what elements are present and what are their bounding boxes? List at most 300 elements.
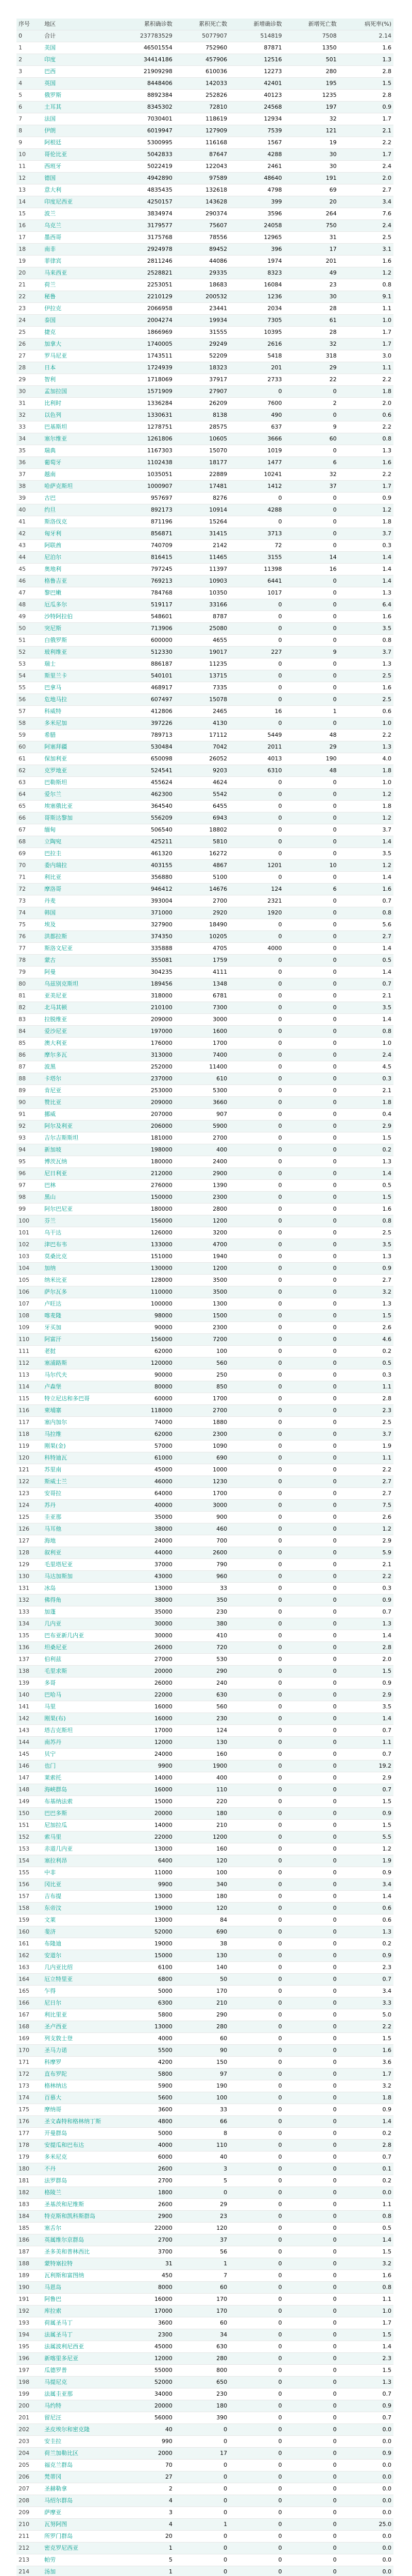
cell-cumulative-confirmed: 892173 bbox=[120, 504, 175, 516]
cell-region[interactable]: 阿根廷 bbox=[42, 137, 119, 149]
cell-region[interactable]: 巴布亚新几内亚 bbox=[42, 1630, 119, 1642]
cell-region[interactable]: 摩尔多瓦 bbox=[42, 1049, 119, 1061]
table-row bbox=[16, 1523, 393, 1535]
cell-region[interactable]: 阿鲁巴 bbox=[42, 2294, 119, 2306]
cell-index: 17 bbox=[16, 232, 42, 244]
cell-region[interactable]: 巴林 bbox=[42, 1180, 119, 1192]
cell-region[interactable]: 亚美尼亚 bbox=[42, 990, 119, 1002]
cell-region[interactable]: 乌干达 bbox=[42, 1227, 119, 1239]
cell-fatality-rate: 3.5 bbox=[339, 1002, 393, 1014]
cell-region[interactable]: 特克斯和凯科斯群岛 bbox=[42, 2211, 119, 2223]
cell-region[interactable]: 利比亚 bbox=[42, 872, 119, 884]
cell-region[interactable]: 加蓬 bbox=[42, 1606, 119, 1618]
cell-index: 27 bbox=[16, 350, 42, 362]
header-region[interactable]: 地区 bbox=[42, 19, 119, 30]
cell-cumulative-deaths: 118619 bbox=[175, 113, 229, 125]
cell-region[interactable]: 海峡群岛 bbox=[42, 1784, 119, 1796]
cell-region[interactable]: 博茨瓦纳 bbox=[42, 1156, 119, 1168]
table-row bbox=[16, 2128, 393, 2140]
cell-fatality-rate: 3.5 bbox=[339, 1701, 393, 1713]
cell-region[interactable]: 危地马拉 bbox=[42, 694, 119, 706]
cell-region[interactable]: 黑山 bbox=[42, 1192, 119, 1204]
cell-region[interactable]: 爱尔兰 bbox=[42, 789, 119, 801]
cell-region[interactable]: 新喀里多尼亚 bbox=[42, 2353, 119, 2365]
cell-region[interactable]: 纳米比亚 bbox=[42, 1275, 119, 1286]
cell-region[interactable]: 保加利亚 bbox=[42, 753, 119, 765]
cell-index: 142 bbox=[16, 1713, 42, 1725]
cell-region[interactable]: 多米尼加 bbox=[42, 718, 119, 730]
cell-fatality-rate: 1.4 bbox=[339, 836, 393, 848]
cell-new-confirmed: 0 bbox=[229, 682, 284, 694]
cell-region[interactable]: 法属圭亚那 bbox=[42, 2388, 119, 2400]
table-row bbox=[16, 208, 393, 220]
cell-index: 107 bbox=[16, 1298, 42, 1310]
cell-region[interactable]: 瓜德罗普 bbox=[42, 2365, 119, 2377]
cell-region[interactable]: 文莱 bbox=[42, 1914, 119, 1926]
cell-region[interactable]: 卢森堡 bbox=[42, 1381, 119, 1393]
cell-region[interactable]: 刚果(金) bbox=[42, 1440, 119, 1452]
cell-region[interactable]: 毛里求斯 bbox=[42, 1666, 119, 1677]
cell-region[interactable]: 厄瓜多尔 bbox=[42, 599, 119, 611]
cell-fatality-rate: 2.2 bbox=[339, 469, 393, 481]
cell-region[interactable]: 合计 bbox=[42, 30, 119, 42]
cell-region[interactable]: 智利 bbox=[42, 374, 119, 386]
cell-region[interactable]: 吉布提 bbox=[42, 1891, 119, 1903]
cell-region[interactable]: 斯威士兰 bbox=[42, 1476, 119, 1488]
cell-region[interactable]: 白俄罗斯 bbox=[42, 635, 119, 647]
cell-region[interactable]: 苏里南 bbox=[42, 1464, 119, 1476]
cell-index: 14 bbox=[16, 196, 42, 208]
cell-region[interactable]: 法属波利尼西亚 bbox=[42, 2341, 119, 2353]
cell-region[interactable]: 法属圣马丁 bbox=[42, 2329, 119, 2341]
cell-region[interactable]: 英属维尔京群岛 bbox=[42, 2234, 119, 2246]
table-row bbox=[16, 516, 393, 528]
header-new-confirmed[interactable]: 新增确诊数 bbox=[229, 19, 284, 30]
cell-region[interactable]: 赞比亚 bbox=[42, 1097, 119, 1109]
cell-fatality-rate: 1.5 bbox=[339, 1192, 393, 1204]
cell-region[interactable]: 爱沙尼亚 bbox=[42, 1026, 119, 1038]
cell-region[interactable]: 安道尔 bbox=[42, 1950, 119, 1962]
header-index[interactable]: 序号 bbox=[16, 19, 42, 30]
cell-region[interactable]: 哥斯达黎加 bbox=[42, 812, 119, 824]
cell-region[interactable]: 印度尼西亚 bbox=[42, 196, 119, 208]
cell-new-confirmed: 0 bbox=[229, 1393, 284, 1405]
cell-region[interactable]: 圣文森特和格林纳丁斯 bbox=[42, 2116, 119, 2128]
table-row bbox=[16, 410, 393, 421]
cell-region[interactable]: 比利时 bbox=[42, 398, 119, 410]
cell-region[interactable]: 丹麦 bbox=[42, 895, 119, 907]
cell-region[interactable]: 蒙特塞拉特 bbox=[42, 2258, 119, 2270]
cell-region[interactable]: 哥伦比亚 bbox=[42, 149, 119, 161]
table-row bbox=[16, 2223, 393, 2234]
table-row-total bbox=[16, 30, 393, 42]
cell-region[interactable]: 牙买加 bbox=[42, 1322, 119, 1334]
cell-region[interactable]: 法国 bbox=[42, 113, 119, 125]
cell-region[interactable]: 阿富汗 bbox=[42, 1334, 119, 1346]
cell-region[interactable]: 埃及 bbox=[42, 919, 119, 931]
cell-region[interactable]: 塞内加尔 bbox=[42, 1417, 119, 1429]
cell-region[interactable]: 伊拉克 bbox=[42, 303, 119, 315]
cell-region[interactable]: 巴拿马 bbox=[42, 682, 119, 694]
cell-region[interactable]: 罗马尼亚 bbox=[42, 350, 119, 362]
cell-region[interactable]: 马拉维 bbox=[42, 1429, 119, 1440]
cell-region[interactable]: 马约特 bbox=[42, 2400, 119, 2412]
cell-region[interactable]: 福克兰群岛 bbox=[42, 2460, 119, 2471]
cell-region[interactable]: 黎巴嫩 bbox=[42, 587, 119, 599]
cell-region[interactable]: 格林纳达 bbox=[42, 2080, 119, 2092]
cell-fatality-rate: 0.8 bbox=[339, 433, 393, 445]
cell-region[interactable]: 玻利维亚 bbox=[42, 647, 119, 658]
cell-index: 11 bbox=[16, 161, 42, 173]
cell-cumulative-deaths: 6943 bbox=[175, 812, 229, 824]
cell-cumulative-confirmed: 180000 bbox=[120, 1204, 175, 1215]
cell-region[interactable]: 梵蒂冈 bbox=[42, 2471, 119, 2483]
cell-cumulative-confirmed: 8000 bbox=[120, 2282, 175, 2294]
cell-region[interactable]: 加拿大 bbox=[42, 338, 119, 350]
cell-region[interactable]: 俄罗斯 bbox=[42, 90, 119, 101]
cell-region[interactable]: 希腊 bbox=[42, 730, 119, 741]
cell-region[interactable]: 瑞士 bbox=[42, 658, 119, 670]
cell-region[interactable]: 沙特阿拉伯 bbox=[42, 611, 119, 623]
cell-region[interactable]: 缅甸 bbox=[42, 824, 119, 836]
cell-region[interactable]: 圣马力诺 bbox=[42, 2045, 119, 2057]
cell-region[interactable]: 马尔代夫 bbox=[42, 1369, 119, 1381]
cell-region[interactable]: 塞浦路斯 bbox=[42, 1358, 119, 1369]
cell-region[interactable]: 泰国 bbox=[42, 315, 119, 327]
cell-region[interactable]: 孟加拉国 bbox=[42, 386, 119, 398]
cell-region[interactable]: 百慕大 bbox=[42, 2092, 119, 2104]
cell-region[interactable]: 洪都拉斯 bbox=[42, 931, 119, 943]
cell-region[interactable]: 萨摩亚 bbox=[42, 2507, 119, 2519]
cell-region[interactable]: 厄立特里亚 bbox=[42, 1974, 119, 1986]
cell-new-confirmed: 8323 bbox=[229, 267, 284, 279]
cell-cumulative-confirmed: 61000 bbox=[120, 1452, 175, 1464]
cell-region[interactable]: 英国 bbox=[42, 78, 119, 90]
cell-region[interactable]: 巴巴多斯 bbox=[42, 1808, 119, 1820]
cell-cumulative-deaths: 7335 bbox=[175, 682, 229, 694]
cell-region[interactable]: 奥地利 bbox=[42, 564, 119, 575]
cell-region[interactable]: 卡塔尔 bbox=[42, 1073, 119, 1085]
cell-region[interactable]: 斐济 bbox=[42, 1926, 119, 1938]
cell-region[interactable]: 荷兰 bbox=[42, 279, 119, 291]
header-fatality-rate[interactable]: 病死率(%) bbox=[339, 19, 393, 30]
cell-new-deaths: 0 bbox=[284, 623, 338, 635]
cell-region[interactable]: 南苏丹 bbox=[42, 1737, 119, 1749]
cell-region[interactable]: 布基纳法索 bbox=[42, 1796, 119, 1808]
cell-index: 24 bbox=[16, 315, 42, 327]
cell-region[interactable]: 瑞典 bbox=[42, 445, 119, 457]
cell-region[interactable]: 挪威 bbox=[42, 1109, 119, 1121]
cell-region[interactable]: 老挝 bbox=[42, 1346, 119, 1358]
cell-region[interactable]: 马达加斯加 bbox=[42, 1571, 119, 1583]
cell-region[interactable]: 列支敦士登 bbox=[42, 2033, 119, 2045]
cell-region[interactable]: 柬埔寨 bbox=[42, 1405, 119, 1417]
cell-region[interactable]: 墨西哥 bbox=[42, 232, 119, 244]
cell-region[interactable]: 索马里 bbox=[42, 1832, 119, 1843]
cell-region[interactable]: 也门 bbox=[42, 1760, 119, 1772]
cell-region[interactable]: 安提瓜和巴布达 bbox=[42, 2140, 119, 2151]
cell-region[interactable]: 尼泊尔 bbox=[42, 552, 119, 564]
cell-region[interactable]: 密克罗尼西亚 bbox=[42, 2543, 119, 2554]
table-row bbox=[16, 2460, 393, 2471]
cell-region[interactable]: 格鲁吉亚 bbox=[42, 575, 119, 587]
cell-region[interactable]: 荷属圣马丁 bbox=[42, 2317, 119, 2329]
cell-index: 36 bbox=[16, 457, 42, 469]
cell-region[interactable]: 冈比亚 bbox=[42, 1879, 119, 1891]
cell-region[interactable]: 苏丹 bbox=[42, 1500, 119, 1512]
cell-region[interactable]: 阿尔巴尼亚 bbox=[42, 1204, 119, 1215]
cell-region[interactable]: 库拉索 bbox=[42, 2306, 119, 2317]
cell-new-confirmed: 0 bbox=[229, 1180, 284, 1192]
cell-region[interactable]: 荷兰加勒比区 bbox=[42, 2448, 119, 2460]
cell-region[interactable]: 卢旺达 bbox=[42, 1298, 119, 1310]
cell-region[interactable]: 乌兹别克斯坦 bbox=[42, 978, 119, 990]
cell-fatality-rate: 1.3 bbox=[339, 1298, 393, 1310]
cell-region[interactable]: 匈牙利 bbox=[42, 528, 119, 540]
cell-region[interactable]: 莫桑比克 bbox=[42, 1251, 119, 1263]
cell-new-confirmed: 0 bbox=[229, 2223, 284, 2234]
cell-region[interactable]: 意大利 bbox=[42, 184, 119, 196]
cell-region[interactable]: 波兰 bbox=[42, 208, 119, 220]
cell-region[interactable]: 科特迪瓦 bbox=[42, 1452, 119, 1464]
cell-region[interactable]: 南非 bbox=[42, 244, 119, 256]
cell-region[interactable]: 科摩罗 bbox=[42, 2057, 119, 2069]
cell-index: 152 bbox=[16, 1832, 42, 1843]
cell-region[interactable]: 马恩岛 bbox=[42, 2282, 119, 2294]
cell-region[interactable]: 莱索托 bbox=[42, 1772, 119, 1784]
cell-region[interactable]: 多哥 bbox=[42, 1677, 119, 1689]
cell-region[interactable]: 塔吉克斯坦 bbox=[42, 1725, 119, 1737]
cell-region[interactable]: 马绍尔群岛 bbox=[42, 2495, 119, 2507]
cell-region[interactable]: 中非 bbox=[42, 1867, 119, 1879]
cell-region[interactable]: 留尼汪 bbox=[42, 2412, 119, 2424]
cell-index: 1 bbox=[16, 42, 42, 54]
cell-region[interactable]: 多米尼克 bbox=[42, 2151, 119, 2163]
cell-cumulative-deaths: 0 bbox=[175, 2495, 229, 2507]
cell-new-deaths: 0 bbox=[284, 1227, 338, 1239]
header-row bbox=[16, 19, 393, 30]
cell-region[interactable]: 阿塞拜疆 bbox=[42, 741, 119, 753]
table-row bbox=[16, 1571, 393, 1583]
cell-region[interactable]: 布隆迪 bbox=[42, 1938, 119, 1950]
cell-region[interactable]: 西班牙 bbox=[42, 161, 119, 173]
cell-region[interactable]: 新加坡 bbox=[42, 1144, 119, 1156]
cell-region[interactable]: 津巴布韦 bbox=[42, 1239, 119, 1251]
cell-new-confirmed: 1019 bbox=[229, 445, 284, 457]
cell-region[interactable]: 吉尔吉斯斯坦 bbox=[42, 1132, 119, 1144]
cell-fatality-rate: 1.3 bbox=[339, 2377, 393, 2388]
cell-fatality-rate: 0.7 bbox=[339, 2412, 393, 2424]
cell-region[interactable]: 尼日利亚 bbox=[42, 1168, 119, 1180]
cell-region[interactable]: 伊朗 bbox=[42, 125, 119, 137]
header-cumulative-deaths[interactable]: 累积死亡数 bbox=[175, 19, 229, 30]
cell-new-confirmed: 24568 bbox=[229, 101, 284, 113]
cell-region[interactable]: 蒙古 bbox=[42, 955, 119, 967]
cell-region[interactable]: 圭亚那 bbox=[42, 1512, 119, 1523]
cell-new-confirmed: 0 bbox=[229, 2424, 284, 2436]
cell-region[interactable]: 直布罗陀 bbox=[42, 2069, 119, 2080]
cell-region[interactable]: 乍得 bbox=[42, 1986, 119, 1997]
cell-region[interactable]: 波黑 bbox=[42, 1061, 119, 1073]
cell-region[interactable]: 日本 bbox=[42, 362, 119, 374]
cell-region[interactable]: 巴西 bbox=[42, 66, 119, 78]
cell-region[interactable]: 斯里兰卡 bbox=[42, 670, 119, 682]
cell-index: 137 bbox=[16, 1654, 42, 1666]
cell-region[interactable]: 塞尔维亚 bbox=[42, 433, 119, 445]
cell-new-confirmed: 42401 bbox=[229, 78, 284, 90]
cell-region[interactable]: 刚果(布) bbox=[42, 1713, 119, 1725]
cell-region[interactable]: 葡萄牙 bbox=[42, 457, 119, 469]
cell-cumulative-deaths: 560 bbox=[175, 1701, 229, 1713]
cell-region[interactable]: 尼日尔 bbox=[42, 1997, 119, 2009]
cell-region[interactable]: 坦桑尼亚 bbox=[42, 1642, 119, 1654]
cell-region[interactable]: 德国 bbox=[42, 173, 119, 184]
cell-region[interactable]: 东帝汶 bbox=[42, 1903, 119, 1914]
cell-region[interactable]: 塞舌尔 bbox=[42, 2223, 119, 2234]
cell-cumulative-confirmed: 13000 bbox=[120, 1843, 175, 1855]
cell-region[interactable]: 瓦利斯和富图纳 bbox=[42, 2270, 119, 2282]
cell-region[interactable]: 阿曼 bbox=[42, 967, 119, 978]
cell-region[interactable]: 塞拉利昂 bbox=[42, 1855, 119, 1867]
cell-region[interactable]: 汤加 bbox=[42, 2566, 119, 2576]
cell-new-confirmed: 1477 bbox=[229, 457, 284, 469]
cell-region[interactable]: 约旦 bbox=[42, 504, 119, 516]
cell-region[interactable]: 毛里塔尼亚 bbox=[42, 1559, 119, 1571]
cell-region[interactable]: 瓦努阿图 bbox=[42, 2519, 119, 2531]
cell-index: 59 bbox=[16, 730, 42, 741]
cell-region[interactable]: 海地 bbox=[42, 1535, 119, 1547]
cell-new-deaths: 0 bbox=[284, 2199, 338, 2211]
cell-region[interactable]: 芬兰 bbox=[42, 1215, 119, 1227]
cell-region[interactable]: 土耳其 bbox=[42, 101, 119, 113]
cell-region[interactable]: 贝宁 bbox=[42, 1749, 119, 1760]
cell-region[interactable]: 肯尼亚 bbox=[42, 1085, 119, 1097]
cell-new-confirmed: 0 bbox=[229, 611, 284, 623]
cell-region[interactable]: 开曼群岛 bbox=[42, 2128, 119, 2140]
cell-cumulative-deaths: 110 bbox=[175, 1784, 229, 1796]
cell-region[interactable]: 哈萨克斯坦 bbox=[42, 481, 119, 493]
cell-region[interactable]: 秘鲁 bbox=[42, 291, 119, 303]
header-cumulative-confirmed[interactable]: 累积确诊数 bbox=[120, 19, 175, 30]
cell-region[interactable]: 圣多美和普林西比 bbox=[42, 2246, 119, 2258]
cell-region[interactable]: 安哥拉 bbox=[42, 1488, 119, 1500]
cell-new-deaths: 0 bbox=[284, 1547, 338, 1559]
cell-new-confirmed: 0 bbox=[229, 1369, 284, 1381]
cell-fatality-rate: 0.0 bbox=[339, 2436, 393, 2448]
cell-region[interactable]: 委内瑞拉 bbox=[42, 860, 119, 872]
cell-region[interactable]: 特立尼达和多巴哥 bbox=[42, 1393, 119, 1405]
cell-region[interactable]: 几内亚 bbox=[42, 1618, 119, 1630]
cell-region[interactable]: 尼加拉瓜 bbox=[42, 1820, 119, 1832]
cell-region[interactable]: 不丹 bbox=[42, 2163, 119, 2175]
cell-new-confirmed: 0 bbox=[229, 516, 284, 528]
cell-region[interactable]: 菲律宾 bbox=[42, 256, 119, 267]
cell-region[interactable]: 格陵兰 bbox=[42, 2187, 119, 2199]
cell-region[interactable]: 摩纳哥 bbox=[42, 2104, 119, 2116]
table-row bbox=[16, 1891, 393, 1903]
cell-region[interactable]: 马来西亚 bbox=[42, 267, 119, 279]
cell-region[interactable]: 印度 bbox=[42, 54, 119, 66]
cell-region[interactable]: 喀麦隆 bbox=[42, 1310, 119, 1322]
cell-region[interactable]: 北马其顿 bbox=[42, 1002, 119, 1014]
cell-region[interactable]: 圣皮埃尔和密克隆 bbox=[42, 2424, 119, 2436]
cell-region[interactable]: 帕劳 bbox=[42, 2554, 119, 2566]
cell-region[interactable]: 美国 bbox=[42, 42, 119, 54]
cell-fatality-rate: 0.5 bbox=[339, 1180, 393, 1192]
cell-region[interactable]: 安圭拉 bbox=[42, 2436, 119, 2448]
cell-new-deaths: 0 bbox=[284, 2554, 338, 2566]
cell-cumulative-confirmed: 237783529 bbox=[120, 30, 175, 42]
cell-region[interactable]: 巴拉圭 bbox=[42, 848, 119, 860]
cell-cumulative-confirmed: 990 bbox=[120, 2436, 175, 2448]
cell-cumulative-confirmed: 30000 bbox=[120, 1618, 175, 1630]
cell-region[interactable]: 克罗地亚 bbox=[42, 765, 119, 777]
cell-region[interactable]: 韩国 bbox=[42, 907, 119, 919]
cell-region[interactable]: 摩洛哥 bbox=[42, 884, 119, 895]
cell-region[interactable]: 萨尔瓦多 bbox=[42, 1286, 119, 1298]
cell-region[interactable]: 伯利兹 bbox=[42, 1654, 119, 1666]
cell-region[interactable]: 马耳他 bbox=[42, 1523, 119, 1535]
cell-region[interactable]: 佛得角 bbox=[42, 1595, 119, 1606]
cell-region[interactable]: 赤道几内亚 bbox=[42, 1843, 119, 1855]
cell-region[interactable]: 科威特 bbox=[42, 706, 119, 718]
cell-region[interactable]: 法罗群岛 bbox=[42, 2175, 119, 2187]
cell-region[interactable]: 古巴 bbox=[42, 493, 119, 504]
cell-cumulative-deaths: 180 bbox=[175, 1808, 229, 1820]
cell-region[interactable]: 几内亚比绍 bbox=[42, 1962, 119, 1974]
cell-new-confirmed: 1974 bbox=[229, 256, 284, 267]
cell-new-deaths: 0 bbox=[284, 1393, 338, 1405]
cell-cumulative-deaths: 33 bbox=[175, 2104, 229, 2116]
cell-region[interactable]: 斯洛伐克 bbox=[42, 516, 119, 528]
cell-region[interactable]: 拉脱维亚 bbox=[42, 1014, 119, 1026]
cell-region[interactable]: 埃塞俄比亚 bbox=[42, 801, 119, 812]
cell-region[interactable]: 叙利亚 bbox=[42, 1547, 119, 1559]
cell-region[interactable]: 马里 bbox=[42, 1701, 119, 1713]
cell-index: 173 bbox=[16, 2080, 42, 2092]
cell-region[interactable]: 马提尼克 bbox=[42, 2377, 119, 2388]
cell-region[interactable]: 立陶宛 bbox=[42, 836, 119, 848]
cell-region[interactable]: 圣基茨和尼维斯 bbox=[42, 2199, 119, 2211]
cell-region[interactable]: 所罗门群岛 bbox=[42, 2531, 119, 2543]
cell-region[interactable]: 乌克兰 bbox=[42, 220, 119, 232]
cell-region[interactable]: 斯洛文尼亚 bbox=[42, 943, 119, 955]
cell-fatality-rate: 0.9 bbox=[339, 2400, 393, 2412]
cell-region[interactable]: 加纳 bbox=[42, 1263, 119, 1275]
cell-fatality-rate: 1.6 bbox=[339, 2045, 393, 2057]
header-new-deaths[interactable]: 新增死亡数 bbox=[284, 19, 338, 30]
cell-region[interactable]: 巴基斯坦 bbox=[42, 421, 119, 433]
cell-region[interactable]: 圣赫勒拿 bbox=[42, 2483, 119, 2495]
cell-region[interactable]: 阿联酋 bbox=[42, 540, 119, 552]
table-row bbox=[16, 1144, 393, 1156]
cell-new-confirmed: 0 bbox=[229, 2080, 284, 2092]
cell-region[interactable]: 突尼斯 bbox=[42, 623, 119, 635]
cell-region[interactable]: 巴勒斯坦 bbox=[42, 777, 119, 789]
cell-region[interactable]: 捷克 bbox=[42, 327, 119, 338]
cell-region[interactable]: 以色列 bbox=[42, 410, 119, 421]
cell-region[interactable]: 阿尔及利亚 bbox=[42, 1121, 119, 1132]
cell-region[interactable]: 澳大利亚 bbox=[42, 1038, 119, 1049]
cell-region[interactable]: 巴哈马 bbox=[42, 1689, 119, 1701]
cell-cumulative-deaths: 457906 bbox=[175, 54, 229, 66]
cell-region[interactable]: 越南 bbox=[42, 469, 119, 481]
cell-region[interactable]: 利比里亚 bbox=[42, 2009, 119, 2021]
cell-index: 37 bbox=[16, 469, 42, 481]
cell-region[interactable]: 圣卢西亚 bbox=[42, 2021, 119, 2033]
cell-index: 43 bbox=[16, 540, 42, 552]
cell-region[interactable]: 冰岛 bbox=[42, 1583, 119, 1595]
